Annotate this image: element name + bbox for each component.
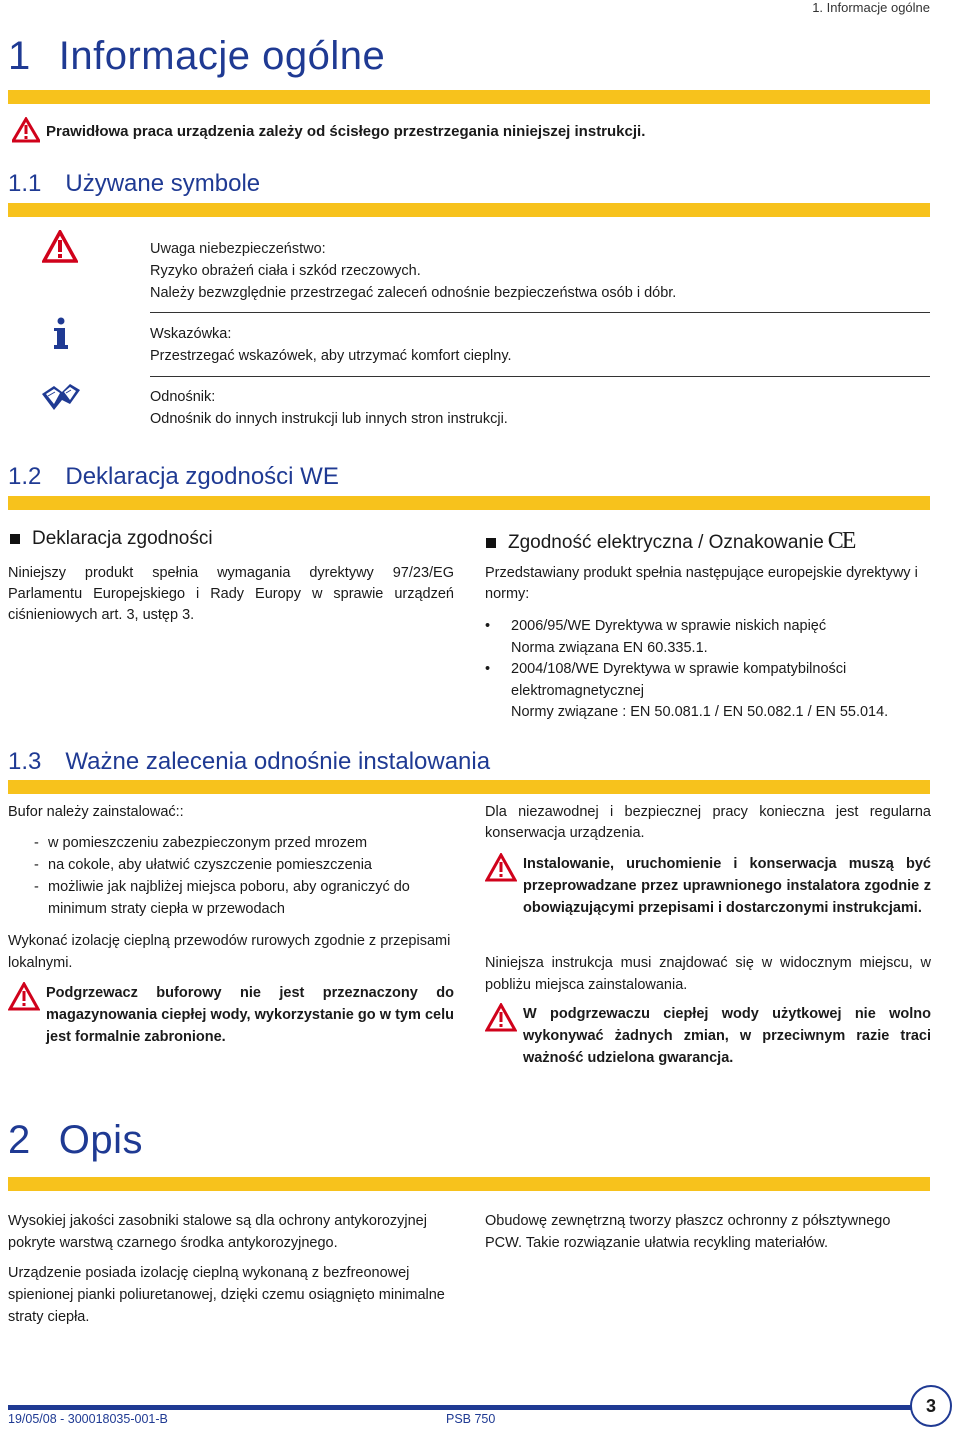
square-bullet-icon (10, 534, 20, 544)
square-bullet-icon (486, 538, 496, 548)
symbol-text: Należy bezwzględnie przestrzegać zaleceń odnośnie bezpieczeństwa osób i dóbr. (150, 285, 677, 301)
declaration-text: Niniejszy produkt spełnia wymagania dyrektywy 97/23/EG Parlamentu Europejskiego i Rady Europy w sprawie urządzeń ciśnieniowych art. 3, ustęp 3. (8, 565, 454, 623)
install-list (8, 832, 454, 920)
list-item: • 2006/95/WE Dyrektywa w sprawie niskich napięć Norma związana EN 60.335.1. (485, 616, 931, 659)
symbol-text: Przestrzegać wskazówek, aby utrzymać komfort cieplny. (150, 348, 512, 364)
reference-book-icon (40, 382, 82, 414)
general-warning-text: Prawidłowa praca urządzenia zależy od ścisłego przestrzegania niniejszej instrukcji. (46, 123, 646, 140)
section-2-heading (8, 1118, 143, 1163)
section-1-1-heading (8, 170, 260, 198)
section-divider-bar (8, 90, 930, 104)
section-title: Informacje ogólne (58, 34, 386, 78)
section-divider-bar (8, 1177, 930, 1191)
list-item: - w pomieszczeniu zabezpieczonym przed mrozem (8, 832, 454, 854)
warning-text: Instalowanie, uruchomienie i konserwacja muszą być przeprowadzane przez uprawnionego instalatora zgodnie z obowiązującymi przepisami i dostarczonymi instrukcjami. (523, 856, 931, 916)
list-item: - na cokole, aby ułatwić czyszczenie pomieszczenia (8, 854, 454, 876)
warning-triangle-icon (12, 117, 40, 143)
warning-text: Podgrzewacz buforowy nie jest przeznaczony do magazynowania ciepłej wody, wykorzystanie go w tym celu jest formalnie zabronione. (46, 985, 454, 1045)
list-item: - możliwie jak najbliżej miejsca poboru, aby ograniczyć do minimum straty ciepła w przewodach (8, 876, 454, 920)
description-paragraph: Urządzenie posiada izolację cieplną wykonaną z bezfreonowej spienionej pianki poliuretanowej, dzięki czemu osiągnięto minimalne straty ciepła. (8, 1265, 445, 1325)
symbol-reference (150, 386, 910, 430)
subhead-declaration (10, 528, 213, 550)
section-number: 1.2 (8, 463, 42, 490)
section-number: 1.1 (8, 170, 42, 197)
danger-warning-icon (42, 230, 78, 264)
installer-warning (485, 853, 931, 919)
symbol-note (150, 323, 910, 367)
section-title: Używane symbole (65, 170, 261, 197)
running-header: 1. Informacje ogólne (812, 0, 930, 15)
section-1-2-heading (8, 463, 339, 491)
symbol-label: Odnośnik: (150, 389, 216, 405)
modification-warning (485, 1003, 931, 1069)
section-1-heading (8, 34, 385, 79)
directive-list (485, 616, 931, 724)
section-number: 1.3 (8, 748, 42, 775)
list-item: • 2004/108/WE Dyrektywa w sprawie kompatybilności elektromagnetycznej Normy związane : EN 50.081.1 / EN 50.082.1 / EN 55.014. (485, 659, 931, 724)
warning-triangle-icon (485, 853, 517, 883)
info-icon (52, 317, 70, 351)
divider (150, 376, 930, 377)
footer-doc-code: 19/05/08 - 300018035-001-B (8, 1412, 168, 1426)
symbol-label: Wskazówka: (150, 326, 232, 342)
manual-location-text: Niniejsza instrukcja musi znajdować się w widocznym miejscu, w pobliżu miejsca zainstalowania. (485, 955, 931, 993)
symbol-label: Uwaga niebezpieczeństwo: (150, 241, 326, 257)
warning-triangle-icon (8, 982, 40, 1012)
page-number: 3 (925, 1395, 936, 1416)
page-number-badge (910, 1385, 952, 1427)
symbol-text: Odnośnik do innych instrukcji lub innych stron instrukcji. (150, 411, 508, 427)
section-1-3-heading (8, 748, 490, 776)
subhead-electrical (486, 528, 854, 555)
section-divider-bar (8, 780, 930, 794)
symbol-text: Ryzyko obrażeń ciała i szkód rzeczowych. (150, 263, 421, 279)
description-paragraph: Obudowę zewnętrzną tworzy płaszcz ochronny z półsztywnego PCW. Takie rozwiązanie ułatwia recykling materiałów. (485, 1213, 891, 1251)
subhead-text: Deklaracja zgodności (32, 528, 213, 549)
section-title: Ważne zalecenia odnośnie instalowania (65, 748, 491, 775)
footer-model: PSB 750 (446, 1412, 496, 1426)
section-number: 1 (8, 34, 31, 78)
symbol-danger (150, 238, 910, 304)
electrical-intro: Przedstawiany produkt spełnia następujące europejskie dyrektywy i normy: (485, 565, 918, 602)
subhead-text: Zgodność elektryczna / Oznakowanie (508, 532, 824, 553)
warning-triangle-icon (485, 1003, 517, 1033)
insulation-text: Wykonać izolację cieplną przewodów rurowych zgodnie z przepisami lokalnymi. (8, 933, 451, 971)
section-divider-bar (8, 203, 930, 217)
maintenance-text: Dla niezawodnej i bezpiecznej pracy konieczna jest regularna konserwacja urządzenia. (485, 804, 931, 841)
warning-text: W podgrzewaczu ciepłej wody użytkowej nie wolno wykonywać żadnych zmian, w przeciwnym razie traci ważność udzielona gwarancja. (523, 1006, 931, 1066)
section-number: 2 (8, 1118, 31, 1162)
general-warning (12, 117, 912, 143)
buffer-warning (8, 982, 454, 1048)
section-title: Opis (58, 1118, 143, 1162)
section-divider-bar (8, 496, 930, 510)
divider (150, 312, 930, 313)
footer-line (8, 1405, 913, 1410)
ce-mark: CE (827, 528, 855, 554)
section-title: Deklaracja zgodności WE (65, 463, 339, 490)
install-intro: Bufor należy zainstalować:: (8, 804, 184, 820)
description-paragraph: Wysokiej jakości zasobniki stalowe są dla ochrony antykorozyjnej pokryte warstwą czarnego środka antykorozyjnego. (8, 1213, 427, 1251)
